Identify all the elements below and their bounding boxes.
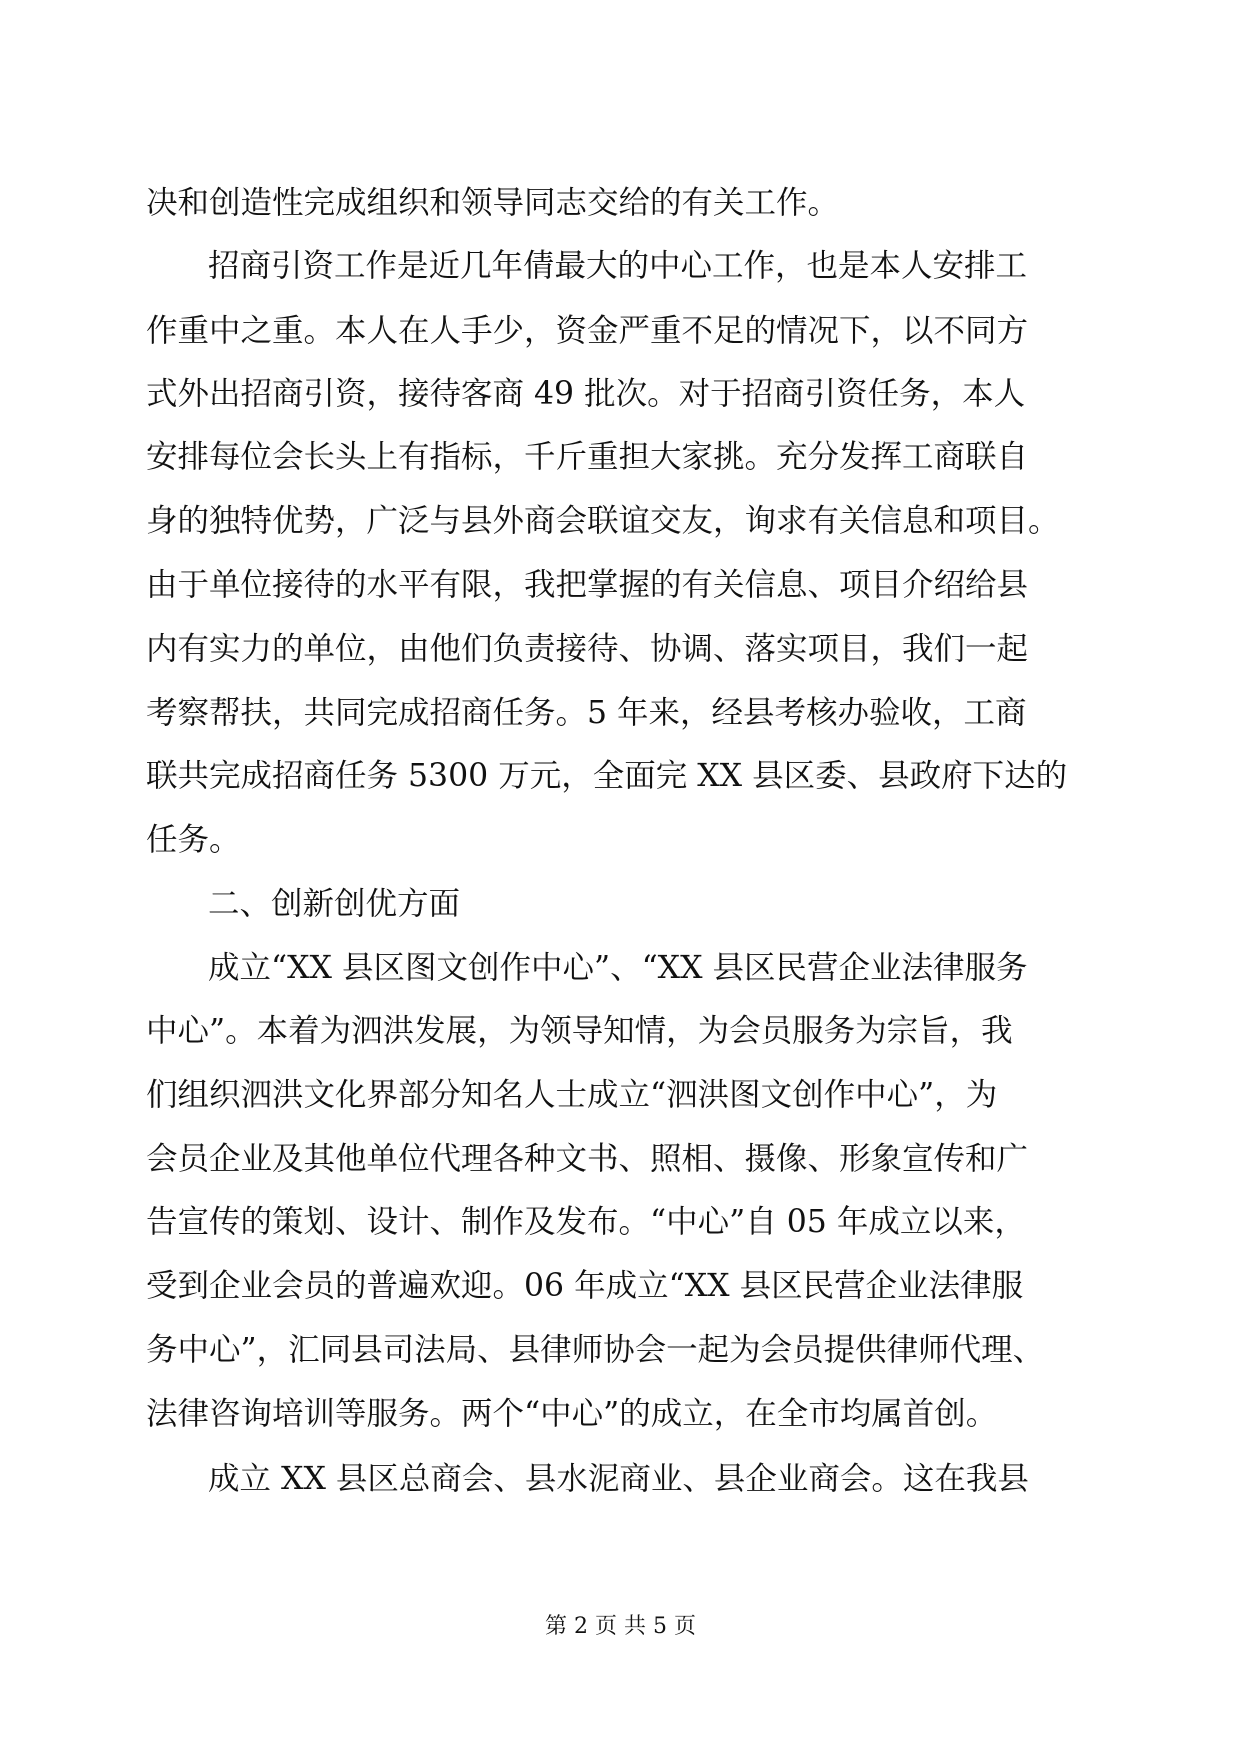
text-line-content: 成立“XX 县区图文创作中心”、“XX 县区民营企业法律服务 — [208, 950, 1028, 986]
text-line-content: 内有实力的单位，由他们负责接待、协调、落实项目，我们一起 — [146, 631, 1029, 667]
text-line-content: 会员企业及其他单位代理各种文书、照相、摄像、形象宣传和广 — [146, 1141, 1029, 1177]
text-line-content: 安排每位会长头上有指标，千斤重担大家挑。充分发挥工商联自 — [146, 439, 1029, 475]
text-line-content: 招商引资工作是近几年倩最大的中心工作，也是本人安排工 — [208, 248, 1028, 284]
text-line-content: 作重中之重。本人在人手少，资金严重不足的情况下，以不同方 — [146, 313, 1029, 349]
text-line-content: 二、创新创优方面 — [208, 886, 461, 922]
text-line-content: 联共完成招商任务 5300 万元，全面完 XX 县区委、县政府下达的 — [146, 758, 1068, 794]
page-number-footer: 第 2 页 共 5 页 — [545, 1614, 696, 1639]
text-line-content: 身的独特优势，广泛与县外商会联谊交友，询求有关信息和项目。 — [146, 503, 1060, 539]
text-line-content: 由于单位接待的水平有限，我把掌握的有关信息、项目介绍给县 — [146, 567, 1029, 603]
text-line-content: 务中心”，汇同县司法局、县律师协会一起为会员提供律师代理、 — [146, 1332, 1045, 1368]
text-line-content: 成立 XX 县区总商会、县水泥商业、县企业商会。这在我县 — [208, 1461, 1029, 1497]
text-line-content: 中心”。本着为泗洪发展，为领导知情，为会员服务为宗旨，我 — [146, 1013, 1013, 1049]
text-line-content: 们组织泗洪文化界部分知名人士成立“泗洪图文创作中心”，为 — [146, 1077, 998, 1113]
text-line-content: 考察帮扶，共同完成招商任务。5 年来，经县考核办验收，工商 — [146, 695, 1027, 731]
text-line-content: 决和创造性完成组织和领导同志交给的有关工作。 — [146, 185, 840, 221]
text-line-content: 任务。 — [146, 822, 241, 858]
text-line-content: 告宣传的策划、设计、制作及发布。“中心”自 05 年成立以来， — [146, 1204, 1026, 1240]
text-line-content: 式外出招商引资，接待客商 49 批次。对于招商引资任务，本人 — [146, 376, 1026, 412]
text-line-content: 受到企业会员的普遍欢迎。06 年成立“XX 县区民营企业法律服 — [146, 1268, 1024, 1304]
text-line-content: 法律咨询培训等服务。两个“中心”的成立，在全市均属首创。 — [146, 1396, 998, 1432]
